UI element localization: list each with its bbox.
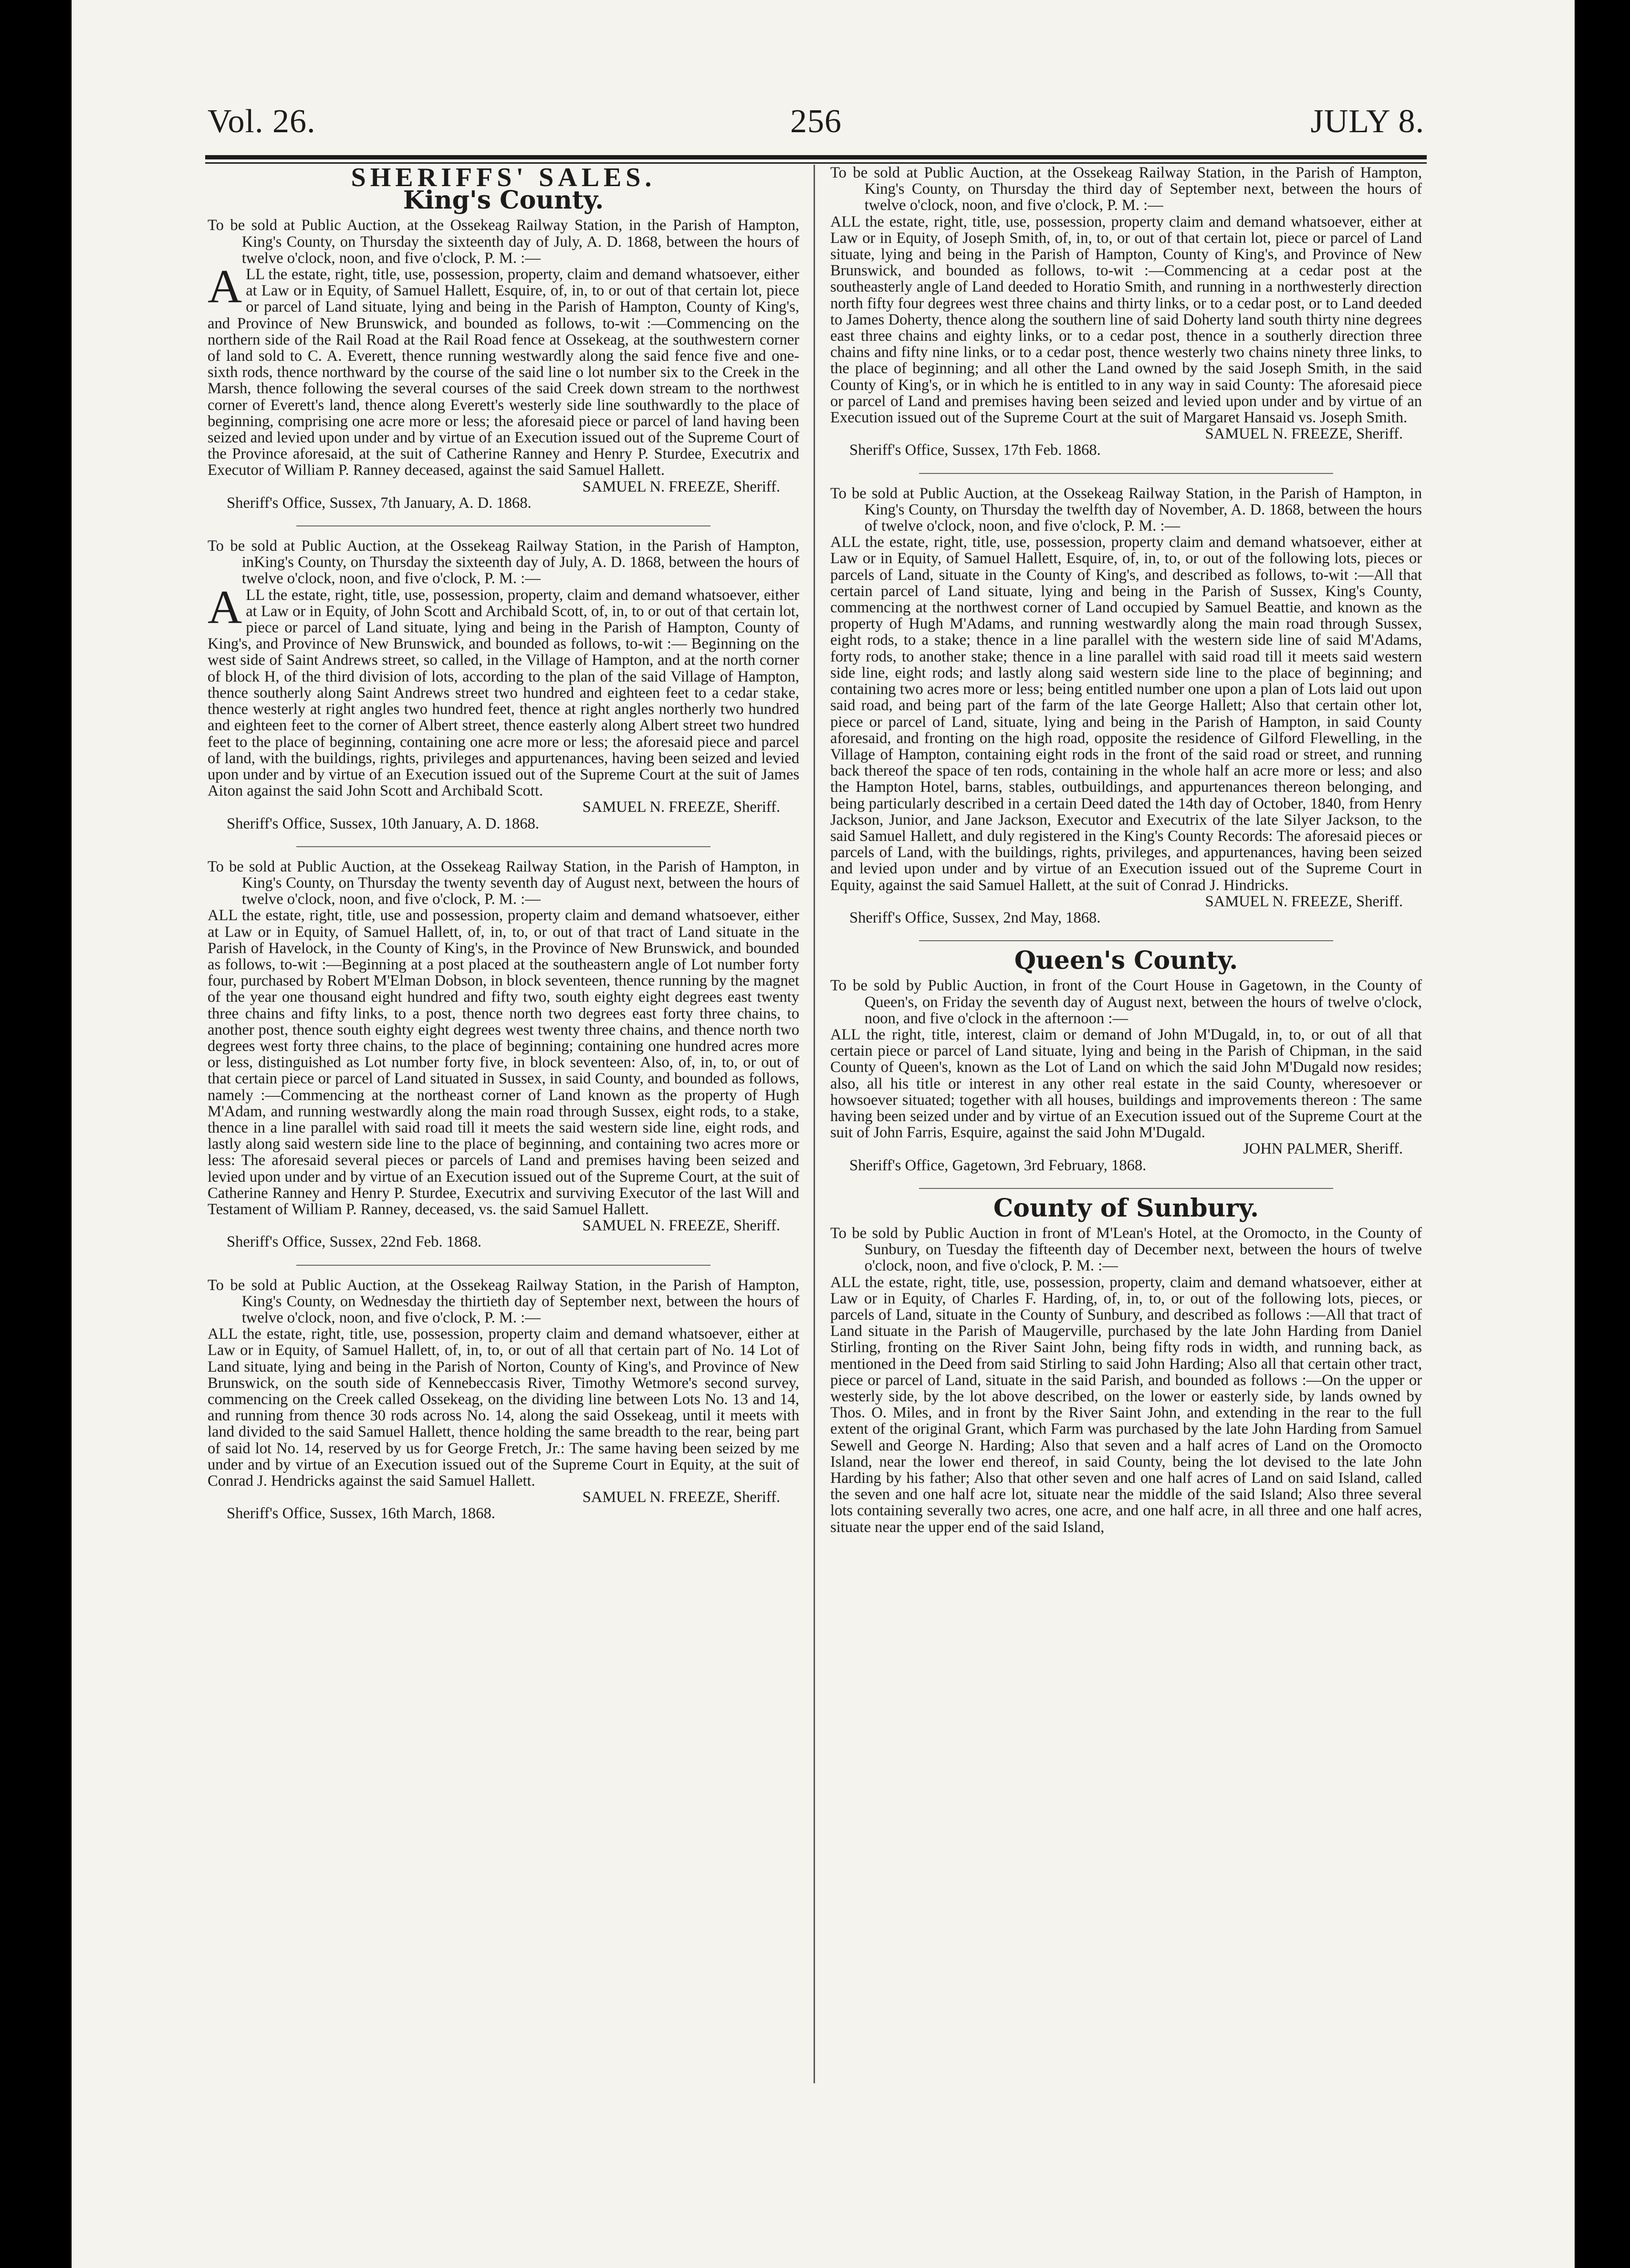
sale-notice bbox=[830, 165, 1422, 459]
notice-intro: To be sold at Public Auction, at the Ossekeag Railway Station, in the Parish of Hampton, King's County, on Thursday the sixteenth day of July, A. D. 1868, between the hours of twelve o'clock, noon, and five o'clock, P. M. :— bbox=[208, 217, 799, 267]
sheriff-signature: SAMUEL N. FREEZE, Sheriff. bbox=[582, 1217, 780, 1235]
header-rule-thick bbox=[205, 155, 1427, 159]
sheriff-signature: SAMUEL N. FREEZE, Sheriff. bbox=[582, 798, 780, 816]
sheriff-office-date: Sheriff's Office, Sussex, 22nd Feb. 1868. bbox=[227, 1233, 482, 1251]
sheriff-office-date: Sheriff's Office, Sussex, 10th January, A. D. 1868. bbox=[227, 815, 539, 832]
notice-intro: To be sold by Public Auction in front of M'Lean's Hotel, at the Oromocto, in the County of Sunbury, on Tuesday the fifteenth day of December next, between the hours of twelve o'clock, noon, and five o'clock, P. M. :— bbox=[830, 1224, 1422, 1275]
issue-date: JULY 8. bbox=[1310, 103, 1424, 140]
newspaper-page bbox=[72, 0, 1575, 2268]
sale-notice bbox=[208, 1277, 799, 1522]
notice-body-text: ALL the estate, right, title, use, possession, property claim and demand whatsoever, either at Law or in Equity, of Joseph Smith, of, in, to, or out of that certain lot, piece or parcel of Land situate, lying and being in the Parish of Hampton, County of King's, and Province of New Brunswick, and bounded as follows, to-wit :—Commencing at a cedar post at the southeasterly angle of Land deeded to Horatio Smith, and running in a northwesterly direction north fifty four degrees west three chains and thirty links, or to a cedar post, or to Land deeded to James Doherty, thence along the southern line of said Doherty land south thirty nine degrees east three chains and eighty links, or to a cedar post, thence in a southerly direction three chains and fifty nine links, or to a cedar post, thence westerly two chains ninety three links, to the place of beginning; and all other the Land owned by the said Joseph Smith, in the said County of King's, or in which he is entitled to in any way in said County: The aforesaid piece or parcel of Land and premises having been seized and levied upon under and by virtue of an Execution issued out of the Supreme Court at the suit of Margaret Hansaid vs. Joseph Smith. bbox=[830, 213, 1422, 427]
drop-cap: A bbox=[208, 580, 242, 633]
notice-intro: To be sold at Public Auction, at the Ossekeag Railway Station, in the Parish of Hampton, in King's County, on Thursday the twelfth day of November, A. D. 1868, between the hours of twelve o'clock, noon, and five o'clock, P. M. :— bbox=[830, 484, 1422, 535]
notice-body-text: LL the estate, right, title, use, possession, property, claim and demand whatsoever, either at Law or in Equity, of John Scott and Archibald Scott, of, in, to or out of that certain lot, piece or parcel of Land situate, lying and being in the Parish of Hampton, County of King's, and Province of New Brunswick, and bounded as follows, to-wit :— Beginning on the west side of Saint Andrews street, so called, in the Village of Hampton, and at the north corner of block H, of the third division of lots, according to the plan of the said Village of Hampton, thence southerly along Saint Andrews street two hundred and eighteen feet to a cedar stake, thence westerly at right angles two hundred feet, thence at right angles northerly two hundred and eighteen feet to the corner of Albert street, thence easterly along Albert street two hundred feet to the place of beginning, containing one acre more or less; the aforesaid piece and parcel of land, with the buildings, rights, privileges and appurtenances, having been seized and levied upon under and by virtue of an Execution issued out of the Supreme Court at the suit of James Aiton against the said John Scott and Archibald Scott. bbox=[208, 586, 799, 800]
notice-body-text: ALL the estate, right, title, use, possession, property, claim and demand whatsoever, either at Law or in Equity, of Charles F. Harding, of, in, to, or out of the following lots, pieces, or parcels of Land, situate in the County of Sunbury, and described as follows :—All that tract of Land situate in the Parish of Maugerville, purchased by the late John Harding from Daniel Stirling, fronting on the River Saint John, being fifty rods in width, and running back, as mentioned in the Deed from said Stirling to said John Harding; Also all that certain other tract, piece or parcel of Land, situate in the said Parish, and bounded as follows :—On the upper or westerly side, by the lot above described, on the lower or easterly side, by lands owned by Thos. O. Miles, and in front by the River Saint John, and extending in the rear to the full extent of the original Grant, which Farm was purchased by the late John Harding from Samuel Sewell and George N. Harding; Also that seven and a half acres of Land on the Oromocto Island, near the lower end thereof, in said County, being the lot devised to the late John Harding by his father; Also that other seven and one half acres of Land on said Island, called the seven and one half acre lot, situate near the middle of the said Island; Also three several lots containing severally two acres, one acre, and one half acre, in all three and one half acres, situate near the upper end of the said Island, bbox=[830, 1273, 1422, 1536]
notice-intro: To be sold at Public Auction, at the Ossekeag Railway Station, in the Parish of Hampton, in King's County, on Thursday the twenty seventh day of August next, between the hours of twelve o'clock, noon, and five o'clock, P. M. :— bbox=[208, 858, 799, 908]
sheriff-signature: SAMUEL N. FREEZE, Sheriff. bbox=[1205, 425, 1403, 443]
sheriff-signature: SAMUEL N. FREEZE, Sheriff. bbox=[1205, 892, 1403, 910]
notice-body bbox=[208, 260, 799, 479]
volume-number: Vol. 26. bbox=[208, 103, 316, 140]
header-rule-thin bbox=[205, 162, 1427, 164]
sale-notice bbox=[830, 485, 1422, 926]
notice-body-text: ALL the right, title, interest, claim or demand of John M'Dugald, in, to, or out of all that certain piece or parcel of Land situate, lying and being in the Parish of Chipman, in the said County of Queen's, known as the Lot of Land on which the said John M'Dugald now resides; also, all his title or interest in any other real estate in the said County, wheresoever or howsoever situated; together with all houses, buildings and improvements thereon : The same having been seized under and by virtue of an Execution issued out of the Supreme Court at the suit of John Farris, Esquire, against the said John M'Dugald. bbox=[830, 1026, 1422, 1142]
sheriff-signature: JOHN PALMER, Sheriff. bbox=[1243, 1140, 1403, 1158]
notice-separator bbox=[296, 846, 711, 847]
county-heading-kings: King's County. bbox=[403, 186, 604, 215]
page-header bbox=[208, 103, 1424, 155]
notice-separator bbox=[919, 473, 1333, 474]
notice-intro: To be sold at Public Auction, at the Ossekeag Railway Station, in the Parish of Hampton, inKing's County, on Thursday the sixteenth day of July, A. D. 1868, between the hours of twelve o'clock, noon, and five o'clock, P. M. :— bbox=[208, 537, 799, 588]
drop-cap: A bbox=[208, 260, 242, 313]
page-number: 256 bbox=[790, 103, 842, 140]
sheriff-office-date: Sheriff's Office, Sussex, 16th March, 1868. bbox=[227, 1505, 495, 1522]
notice-body-text: ALL the estate, right, title, use, possession, property claim and demand whatsoever, either at Law or in Equity, of Samuel Hallett, Esquire, of, in, to, or out of the following lots, pieces or parcels of Land, situate in the County of King's, and described as follows, to-wit :—All that certain parcel of Land situate, lying and being in the Parish of Sussex, King's County, commencing at the northwest corner of Land occupied by Samuel Beattie, and known as the property of Hugh M'Adams, and running westwardly along the main road through Sussex, eight rods, to a stake; thence in a line parallel with the western side line of said M'Adams, forty rods, to another stake; thence in a line parallel with said road till it meets said western side line, eight rods; and lastly along said western side line to the place of beginning; and containing two acres more or less; being entitled number one upon a plan of Lots laid out upon said road, and being part of the farm of the late George Hallett; Also that certain other lot, piece or parcel of Land, situate, lying and being in the Parish of Hampton, in said County aforesaid, and fronting on the high road, opposite the residence of Gilford Flewelling, in the Village of Hampton, containing eight rods in the front of the said road or street, and running back thereof the space of ten rods, containing in the whole half an acre more or less; and also the Hampton Hotel, barns, stables, outbuildings, and appurtenances thereon belonging, and being particularly described in a certain Deed dated the 14th day of October, 1840, from Henry Jackson, Junior, and Jane Jackson, Executor and Executrix of the late Silyer Jackson, to the said Samuel Hallett, and duly registered in the King's County Records: The aforesaid pieces or parcels of Land, with the buildings, rights, privileges, and appurtenances, having been seized and levied upon under and by virtue of an Execution issued out of the Supreme Court in Equity, against the said Samuel Hallett, at the suit of Conrad J. Hindricks. bbox=[830, 534, 1422, 894]
notice-body-text: ALL the estate, right, title, use, possession, property claim and demand whatsoever, either at Law or in Equity, of Samuel Hallett, of, in, to, or out of all that certain part of No. 14 Lot of Land situate, lying and being in the Parish of Norton, County of King's, and Province of New Brunswick, on the south side of Kennebeccasis River, Timothy Wetmore's second survey, commencing on the Creek called Ossekeag, on the dividing line between Lots No. 13 and 14, and running from thence 30 rods across No. 14, along the said Ossekeag, until it meets with land divided to the said Samuel Hallett, thence holding the same breadth to the rear, being part of said lot No. 14, reserved by us for George Fretch, Jr.: The same having been seized by me under and by virtue of an Execution issued out of the Supreme Court in Equity, at the suit of Conrad J. Hendricks against the said Samuel Hallett. bbox=[208, 1325, 799, 1490]
notice-separator bbox=[296, 1265, 711, 1266]
sheriff-office-date: Sheriff's Office, Sussex, 17th Feb. 1868. bbox=[849, 441, 1101, 459]
sheriff-signature: SAMUEL N. FREEZE, Sheriff. bbox=[582, 1489, 780, 1506]
sheriff-signature: SAMUEL N. FREEZE, Sheriff. bbox=[582, 478, 780, 495]
notice-separator bbox=[919, 940, 1333, 941]
notice-intro: To be sold at Public Auction, at the Ossekeag Railway Station, in the Parish of Hampton, King's County, on Wednesday the thirtieth day of September next, between the hours of twelve o'clock, noon, and five o'clock, P. M. :— bbox=[208, 1276, 799, 1326]
sale-notice bbox=[830, 1225, 1422, 1535]
sale-notice bbox=[208, 538, 799, 832]
county-heading-sunbury: County of Sunbury. bbox=[993, 1193, 1259, 1223]
section-masthead: SHERIFFS' SALES. bbox=[351, 165, 656, 192]
notice-intro: To be sold at Public Auction, at the Ossekeag Railway Station, in the Parish of Hampton, King's County, on Thursday the third day of September next, between the hours of twelve o'clock, noon, and five o'clock, P. M. :— bbox=[830, 165, 1422, 214]
notice-separator bbox=[919, 1188, 1333, 1189]
notice-intro: To be sold by Public Auction, in front of the Court House in Gagetown, in the County of Queen's, on Friday the seventh day of August next, between the hours of twelve o'clock, noon, and five o'clock in the afternoon :— bbox=[830, 977, 1422, 1027]
column-divider bbox=[814, 165, 815, 2083]
sheriff-office-date: Sheriff's Office, Gagetown, 3rd February, 1868. bbox=[849, 1156, 1147, 1174]
sale-notice bbox=[208, 859, 799, 1250]
notice-separator bbox=[296, 525, 711, 526]
right-column bbox=[830, 165, 1422, 2083]
left-column bbox=[208, 165, 799, 2083]
sale-notice bbox=[208, 217, 799, 511]
sheriff-office-date: Sheriff's Office, Sussex, 7th January, A. D. 1868. bbox=[227, 494, 532, 512]
sale-notice bbox=[830, 977, 1422, 1173]
notice-body-text: LL the estate, right, title, use, possession, property, claim and demand whatsoever, either at Law or in Equity, of Samuel Hallett, Esquire, of, in, to or out of that certain lot, piece or parcel of Land situate, lying and being in the Parish of Hampton, County of King's, and Province of New Brunswick, and bounded as follows, to-wit :—Commencing on the northern side of the Rail Road at the Rail Road fence at Ossekeag, at the southwestern corner of land sold to C. A. Everett, thence running westwardly along the said fence five and one-sixth rods, thence northward by the course of the said line o lot number six to the Creek in the Marsh, thence following the several courses of the said Creek down stream to the northwest corner of Everett's land, thence along Everett's westerly side line southwardly to the place of beginning, comprising one acre more or less; the aforesaid piece or parcel of land having been seized and levied upon under and by virtue of an Execution issued out of the Supreme Court of the Province aforesaid, at the suit of Catherine Ranney and Henry P. Sturdee, Executrix and Executor of William P. Ranney deceased, against the said Samuel Hallett. bbox=[208, 266, 799, 479]
notice-body bbox=[208, 580, 799, 800]
county-heading-queens: Queen's County. bbox=[1014, 946, 1238, 976]
sheriff-office-date: Sheriff's Office, Sussex, 2nd May, 1868. bbox=[849, 909, 1101, 926]
notice-body-text: ALL the estate, right, title, use and possession, property claim and demand whatsoever, either at Law or in Equity, of Samuel Hallett, of, in, to, or out of that tract of Land situate in the Parish of Havelock, in the County of King's, in the Province of New Brunswick, and bounded as follows, to-wit :—Beginning at a post placed at the southeastern angle of Lot number forty four, purchased by Robert M'Elman Dobson, in block seventeen, thence running by the magnet of the year one thousand eight hundred and fifty two, south eighty eight degrees east twenty three chains and fifty links, to a post, thence north two degrees east forty three chains, to another post, thence south eighty eight degrees west twenty three chains, and thence north two degrees west forty three chains, to the place of beginning; containing one hundred acres more or less, distinguished as Lot number forty five, in block seventeen: Also, of, in, to, or out of that certain piece or parcel of Land situated in Sussex, in said County, and bounded as follows, namely :—Commencing at the northeast corner of Land known as the property of Hugh M'Adam, and running westwardly along the main road through Sussex, eight rods, to a stake, thence in a line parallel with said road till it meets the said western side line, eight rods, and lastly along said western side line to the place of beginning, and containing two acres more or less: The aforesaid several pieces or parcels of Land and premises having been seized and levied upon under and by virtue of an Execution issued out of the Supreme Court, at the suit of Catherine Ranney and Henry P. Sturdee, Executrix and surviving Executor of the last Will and Testament of William P. Ranney, deceased, vs. the said Samuel Hallett. bbox=[208, 907, 799, 1218]
